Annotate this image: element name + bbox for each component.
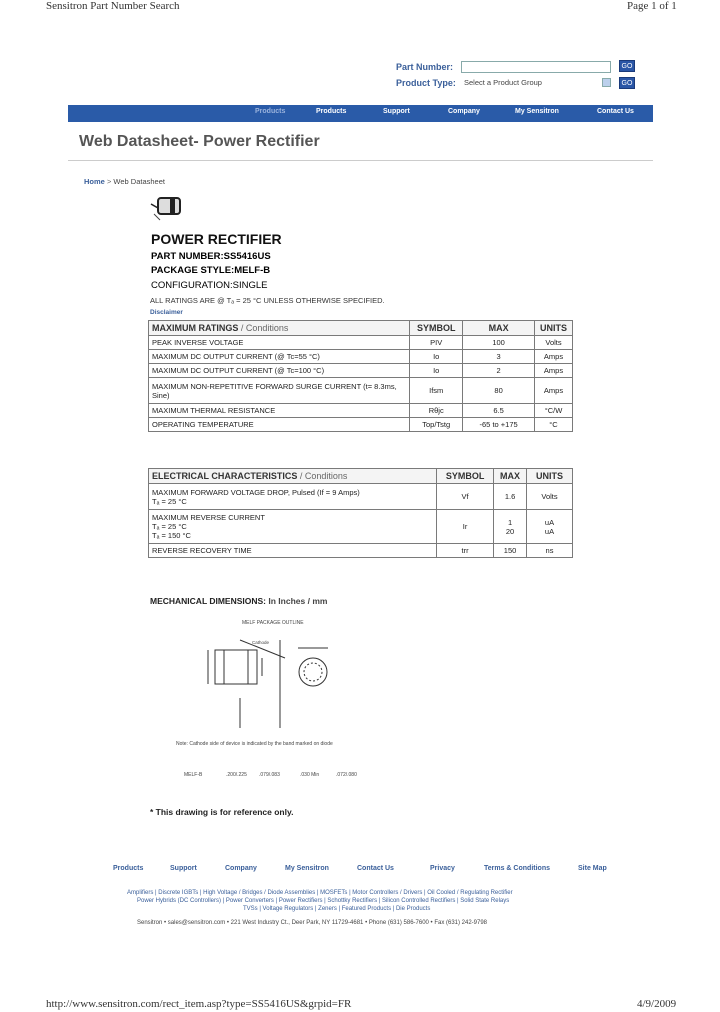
table-row	[149, 418, 573, 432]
header-conditions: / Conditions	[240, 323, 289, 333]
row-param-line3: Tₐ = 150 °C	[152, 531, 191, 540]
part-number: PART NUMBER:SS5416US	[151, 251, 271, 262]
table-row	[149, 404, 573, 418]
row-max: 100	[463, 336, 535, 350]
nav-item-products[interactable]: Products	[316, 108, 347, 115]
svg-text:Cathode: Cathode	[252, 640, 270, 645]
table-header-row	[149, 469, 573, 484]
part-number-input[interactable]	[461, 61, 611, 73]
row-param-line1: MAXIMUM REVERSE CURRENT	[152, 513, 265, 522]
row-symbol: Ir	[437, 510, 494, 544]
row-units: ns	[527, 544, 573, 558]
mechanical-units: In Inches / mm	[268, 596, 328, 606]
table-row	[149, 378, 573, 404]
header-units: UNITS	[527, 469, 573, 484]
reference-note: * This drawing is for reference only.	[150, 807, 294, 817]
row-units-line1: uA	[544, 517, 555, 527]
table-header-row	[149, 321, 573, 336]
package-style: PACKAGE STYLE:MELF-B	[151, 265, 271, 276]
row-param: MAXIMUM DC OUTPUT CURRENT (@ Tc=55 °C)	[149, 350, 410, 364]
nav-item-company[interactable]: Company	[448, 108, 480, 115]
product-image	[148, 190, 188, 224]
header-max: MAX	[494, 469, 527, 484]
package-drawing	[200, 628, 360, 738]
row-units: Volts	[527, 484, 573, 510]
row-symbol: Io	[410, 350, 463, 364]
header-title: MAXIMUM RATINGS	[152, 323, 239, 333]
product-type-select[interactable]	[461, 77, 611, 89]
select-arrow-icon[interactable]	[602, 78, 611, 87]
breadcrumb-current: Web Datasheet	[113, 177, 165, 186]
dim-d: .072/.080	[336, 772, 357, 778]
footer-link-terms[interactable]: Terms & Conditions	[484, 865, 550, 872]
table-row	[149, 510, 573, 544]
header-symbol: SYMBOL	[437, 469, 494, 484]
table-row	[149, 336, 573, 350]
table-row	[149, 484, 573, 510]
dims-row-label: MELF-B	[184, 772, 203, 778]
footer-link-company[interactable]: Company	[225, 865, 257, 872]
header-max: MAX	[463, 321, 535, 336]
row-symbol: trr	[437, 544, 494, 558]
row-param: MAXIMUM THERMAL RESISTANCE	[149, 404, 410, 418]
print-footer-date: 4/9/2009	[637, 998, 677, 1010]
row-param-line1: MAXIMUM FORWARD VOLTAGE DROP, Pulsed (If = 9 Amps)	[152, 487, 360, 497]
row-max: 80	[463, 378, 535, 404]
dim-b: .079/.083	[259, 772, 280, 778]
print-footer-url: http://www.sensitron.com/rect_item.asp?type=SS5416US&grpid=FR	[46, 998, 352, 1010]
dim-c: .030 Min	[300, 772, 320, 778]
footer-link-contact[interactable]: Contact Us	[357, 865, 394, 872]
product-type-go-button[interactable]: GO	[619, 77, 635, 89]
row-units: Amps	[535, 350, 573, 364]
footer-products-line1[interactable]: Amplifiers | Discrete IGBTs | High Voltage / Bridges / Diode Assemblies | MOSFETs | Motor Controllers / Drivers | Oil Cooled / Regulating Rectifier	[127, 890, 513, 896]
dim-a: .200/.225	[226, 772, 247, 778]
row-units-line2: uA	[544, 526, 555, 536]
row-symbol: Rθjc	[410, 404, 463, 418]
header-parameter	[149, 469, 437, 484]
row-max-line1: 1	[507, 517, 513, 527]
table-row	[149, 544, 573, 558]
header-parameter	[149, 321, 410, 336]
mechanical-heading: MECHANICAL DIMENSIONS:	[150, 596, 267, 606]
nav-item-support[interactable]: Support	[383, 108, 410, 115]
breadcrumb	[84, 177, 165, 186]
product-type-value: Select a Product Group	[464, 78, 542, 87]
configuration: CONFIGURATION:SINGLE	[151, 280, 268, 291]
nav-item-my-sensitron[interactable]: My Sensitron	[515, 108, 559, 115]
print-header-page: Page 1 of 1	[627, 0, 677, 12]
table-row	[149, 350, 573, 364]
table-row	[149, 364, 573, 378]
mechanical-heading-line	[150, 596, 327, 606]
row-units: °C/W	[535, 404, 573, 418]
footer-link-sitemap[interactable]: Site Map	[578, 865, 607, 872]
header-symbol: SYMBOL	[410, 321, 463, 336]
row-param	[149, 484, 437, 510]
row-param	[149, 510, 437, 544]
footer-link-products[interactable]: Products	[113, 865, 144, 872]
product-title: POWER RECTIFIER	[151, 231, 282, 247]
page-title: Web Datasheet- Power Rectifier	[79, 133, 320, 150]
row-symbol: PIV	[410, 336, 463, 350]
breadcrumb-home[interactable]: Home	[84, 177, 105, 186]
disclaimer-link[interactable]: Disclaimer	[150, 309, 183, 316]
nav-item-contact-us[interactable]: Contact Us	[597, 108, 634, 115]
main-nav	[68, 105, 653, 122]
row-max	[494, 510, 527, 544]
row-symbol: Top/Tstg	[410, 418, 463, 432]
footer-products-line3[interactable]: TVSs | Voltage Regulators | Zeners | Featured Products | Die Products	[243, 906, 431, 912]
footer-contact: Sensitron • sales@sensitron.com • 221 West Industry Ct., Deer Park, NY 11729-4681 • Phone (631) 586-7600 • Fax (631) 242-9798	[137, 920, 488, 926]
breadcrumb-separator: >	[106, 177, 112, 186]
footer-products-line2[interactable]: Power Hybrids (DC Controllers) | Power Converters | Power Rectifiers | Schottky Rectifiers | Silicon Controlled Rectifiers | Solid State Relays	[137, 898, 510, 904]
row-max: 1.6	[494, 484, 527, 510]
nav-item-products-active[interactable]: Products	[255, 108, 286, 115]
row-symbol: Ifsm	[410, 378, 463, 404]
row-param: PEAK INVERSE VOLTAGE	[149, 336, 410, 350]
row-param: REVERSE RECOVERY TIME	[149, 544, 437, 558]
row-param: OPERATING TEMPERATURE	[149, 418, 410, 432]
part-number-label: Part Number:	[396, 62, 454, 72]
title-divider	[68, 160, 653, 161]
electrical-table	[148, 468, 573, 558]
row-units: Volts	[535, 336, 573, 350]
row-units: Amps	[535, 378, 573, 404]
row-units: °C	[535, 418, 573, 432]
row-param: MAXIMUM DC OUTPUT CURRENT (@ Tc=100 °C)	[149, 364, 410, 378]
row-max: 150	[494, 544, 527, 558]
row-symbol: Io	[410, 364, 463, 378]
header-units: UNITS	[535, 321, 573, 336]
row-param-line2: Tₐ = 25 °C	[152, 522, 187, 531]
footer-link-support[interactable]: Support	[170, 865, 197, 872]
part-number-go-button[interactable]: GO	[619, 60, 635, 72]
row-max: -65 to +175	[463, 418, 535, 432]
row-max-line2: 20	[505, 526, 515, 536]
outline-label: MELF PACKAGE OUTLINE	[242, 620, 304, 626]
row-max: 6.5	[463, 404, 535, 418]
row-max: 3	[463, 350, 535, 364]
row-max: 2	[463, 364, 535, 378]
product-type-label: Product Type:	[396, 78, 456, 88]
ratings-note: ALL RATINGS ARE @ Tₐ = 25 °C UNLESS OTHERWISE SPECIFIED.	[150, 296, 385, 305]
row-units	[527, 510, 573, 544]
header-title: ELECTRICAL CHARACTERISTICS	[152, 471, 298, 481]
row-param-line2: Tₐ = 25 °C	[152, 496, 187, 506]
header-conditions: / Conditions	[299, 471, 348, 481]
row-units: Amps	[535, 364, 573, 378]
footer-link-my-sensitron[interactable]: My Sensitron	[285, 865, 329, 872]
row-param: MAXIMUM NON-REPETITIVE FORWARD SURGE CURRENT (t= 8.3ms, Sine)	[149, 378, 410, 404]
print-header-title: Sensitron Part Number Search	[46, 0, 180, 12]
max-ratings-table	[148, 320, 573, 432]
drawing-note: Note: Cathode side of device is indicated by the band marked on diode	[176, 741, 333, 747]
row-symbol: Vf	[437, 484, 494, 510]
footer-link-privacy[interactable]: Privacy	[430, 865, 455, 872]
